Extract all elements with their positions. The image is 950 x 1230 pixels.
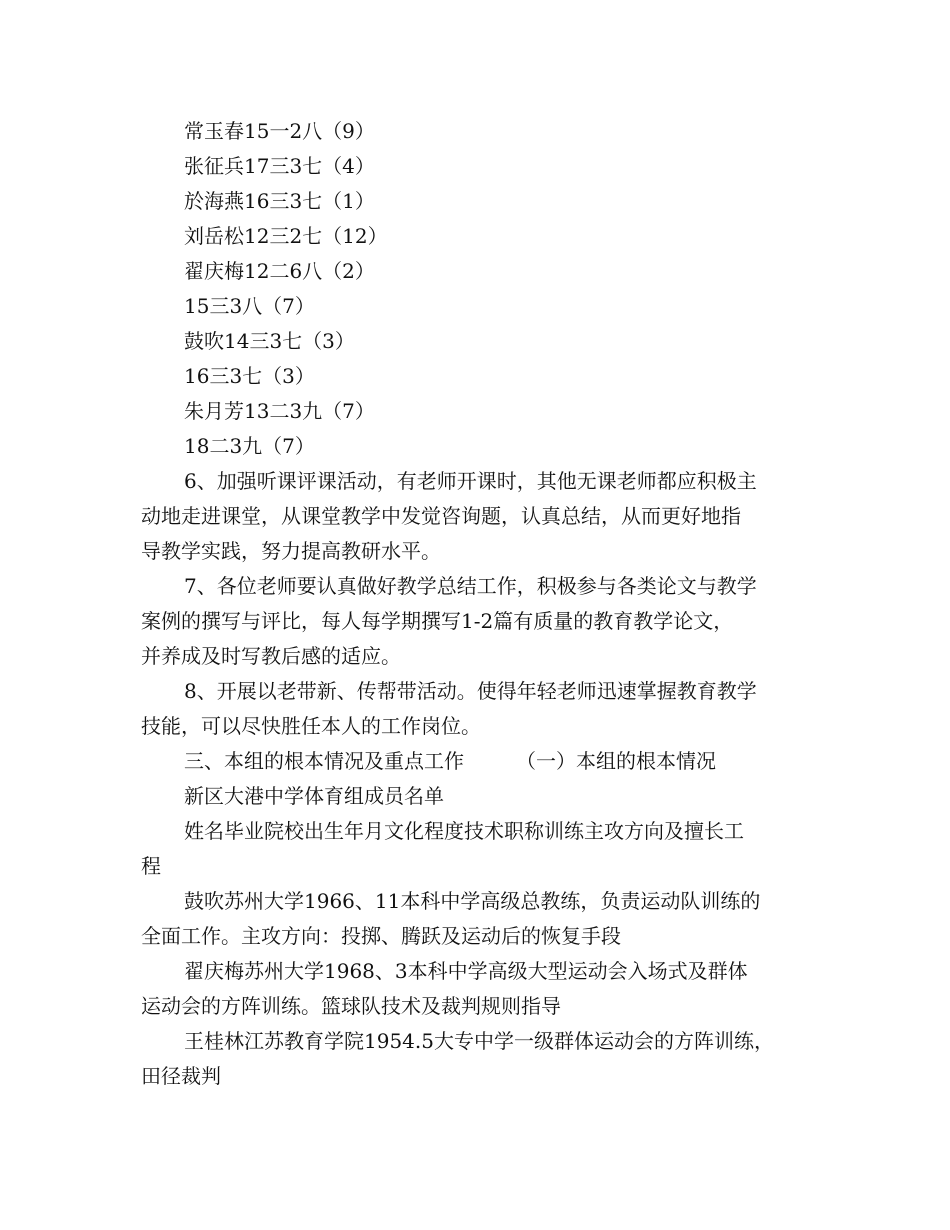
member-entry-line: 运动会的方阵训练。篮球队技术及裁判规则指导 <box>141 994 561 1018</box>
roster-line: 张征兵17三3七（4） <box>184 154 375 178</box>
member-entry-line: 田径裁判 <box>141 1064 221 1088</box>
roster-line: 常玉春15一2八（9） <box>184 119 375 143</box>
paragraph-6-line: 导教学实践，努力提高教研水平。 <box>141 539 441 563</box>
roster-line: 刘岳松12三2七（12） <box>184 224 388 248</box>
roster-line: 18二3九（7） <box>184 434 315 458</box>
roster-line: 朱月芳13二3九（7） <box>184 399 375 423</box>
roster-line: 於海燕16三3七（1） <box>184 189 375 213</box>
paragraph-6-line: 6、加强听课评课活动，有老师开课时，其他无课老师都应积极主 <box>184 469 757 493</box>
paragraph-7-line: 案例的撰写与评比，每人每学期撰写1-2篇有质量的教育教学论文， <box>141 609 734 633</box>
paragraph-7-line: 并养成及时写教后感的适应。 <box>141 644 401 668</box>
paragraph-8-line: 技能，可以尽快胜任本人的工作岗位。 <box>141 714 481 738</box>
paragraph-7-line: 7、各位老师要认真做好教学总结工作，积极参与各类论文与教学 <box>184 574 757 598</box>
member-table-header: 程 <box>141 854 161 878</box>
roster-line: 16三3七（3） <box>184 364 315 388</box>
member-entry-line: 翟庆梅苏州大学1968、3本科中学高级大型运动会入场式及群体 <box>184 959 748 983</box>
paragraph-8-line: 8、开展以老带新、传帮带活动。使得年轻老师迅速掌握教育教学 <box>184 679 757 703</box>
document-body <box>141 114 813 1094</box>
member-list-title: 新区大港中学体育组成员名单 <box>184 784 444 808</box>
section-heading <box>141 744 813 779</box>
section-heading-sub: （一）本组的根本情况 <box>516 749 716 773</box>
member-table-header: 姓名毕业院校出生年月文化程度技术职称训练主攻方向及擅长工 <box>184 819 744 843</box>
roster-line: 15三3八（7） <box>184 294 315 318</box>
member-entry-line: 王桂林江苏教育学院1954.5大专中学一级群体运动会的方阵训练， <box>184 1029 774 1053</box>
section-heading-main: 三、本组的根本情况及重点工作 <box>184 749 464 773</box>
member-entry-line: 鼓吹苏州大学1966、11本科中学高级总教练，负责运动队训练的 <box>184 889 761 913</box>
roster-line: 翟庆梅12二6八（2） <box>184 259 375 283</box>
member-entry-line: 全面工作。主攻方向：投掷、腾跃及运动后的恢复手段 <box>141 924 621 948</box>
roster-line: 鼓吹14三3七（3） <box>184 329 355 353</box>
paragraph-6-line: 动地走进课堂，从课堂教学中发觉咨询题，认真总结，从而更好地指 <box>141 504 741 528</box>
